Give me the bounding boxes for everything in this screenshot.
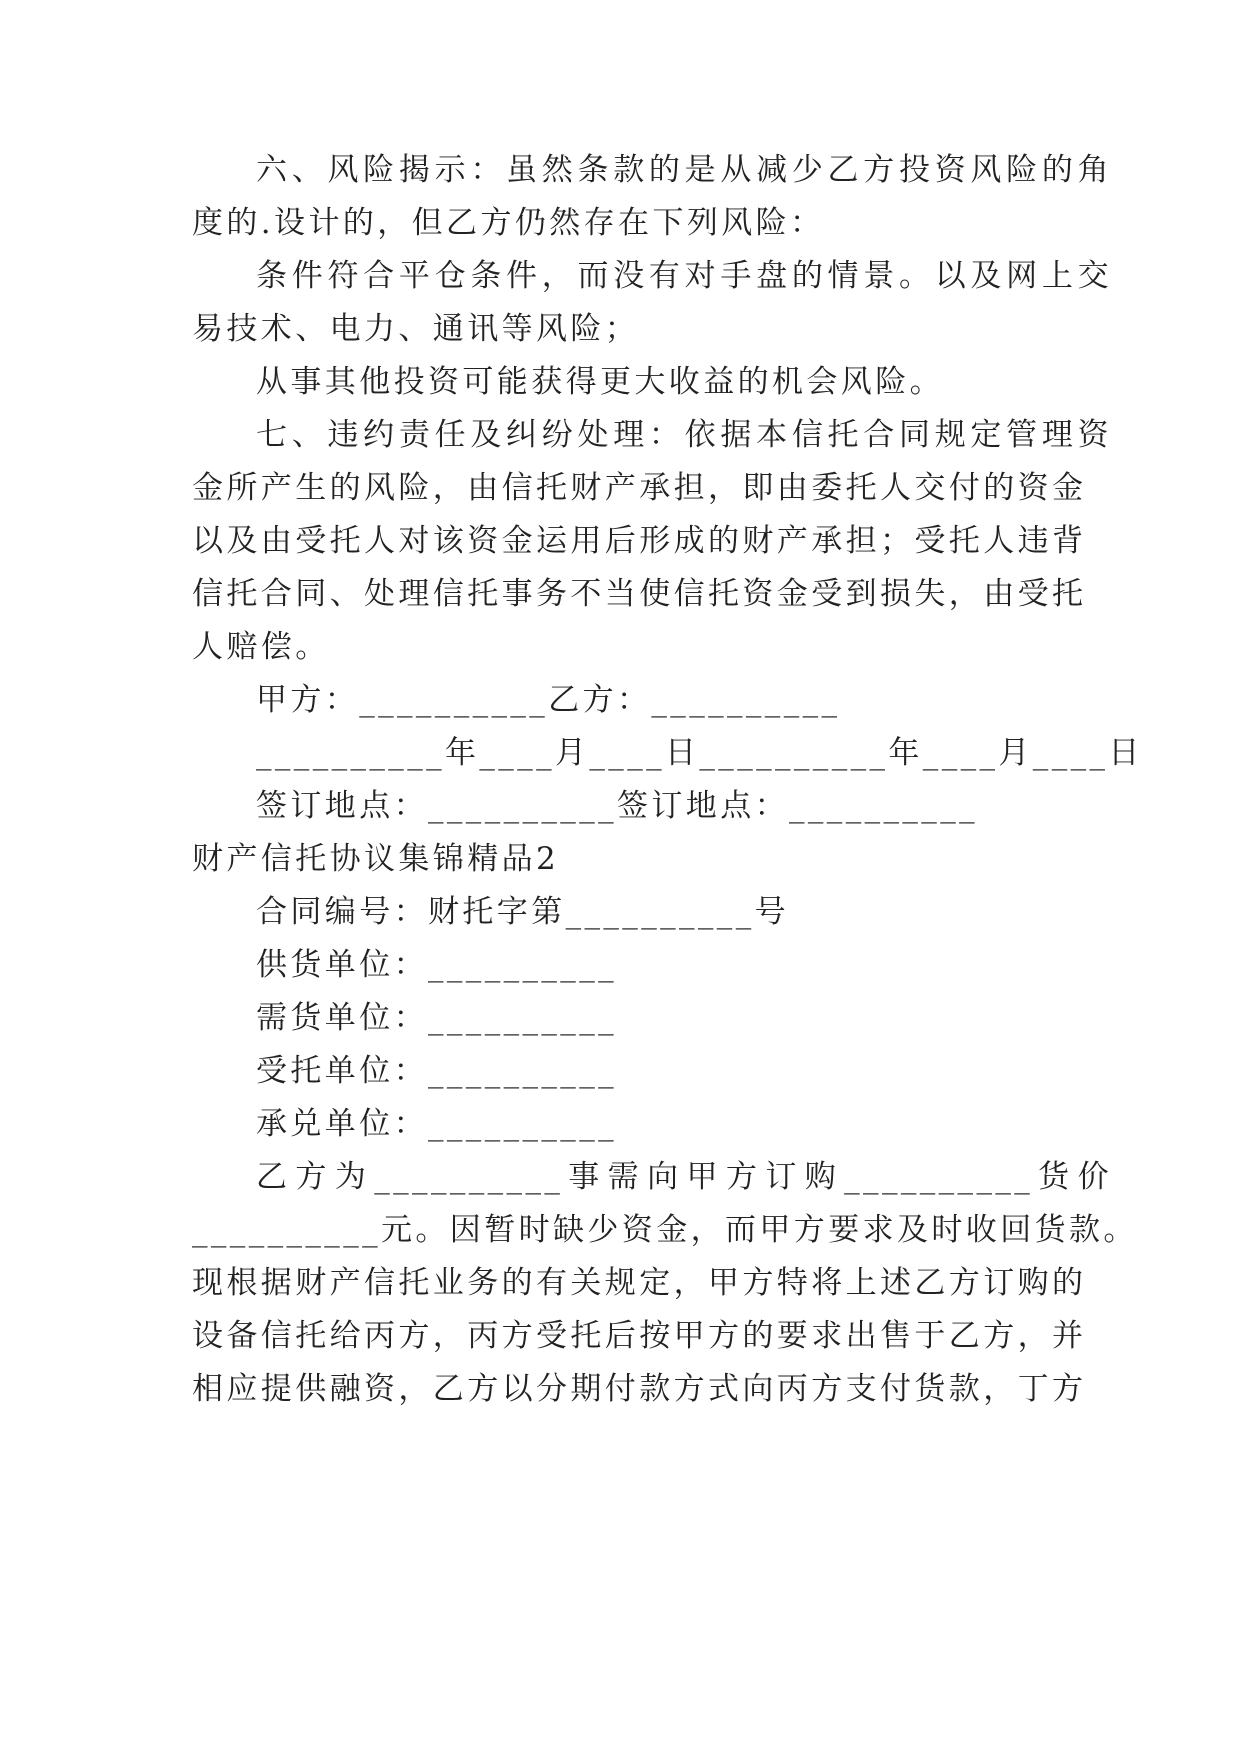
- paragraph-line: 设备信托给丙方，丙方受托后按甲方的要求出售于乙方，并: [192, 1318, 1087, 1354]
- buyer-line: 需货单位：__________: [256, 1000, 617, 1036]
- paragraph-line: 六、风险揭示：虽然条款的是从减少乙方投资风险的角: [256, 152, 1112, 188]
- paragraph-line: 乙方为__________事需向甲方订购__________货价: [256, 1159, 1112, 1195]
- paragraph-line: 易技术、电力、通讯等风险；: [192, 311, 640, 347]
- trustee-line: 受托单位：__________: [256, 1053, 617, 1089]
- paragraph-line: 人赔偿。: [192, 629, 330, 665]
- paragraph-line: 金所产生的风险，由信托财产承担，即由委托人交付的资金: [192, 470, 1087, 506]
- signature-place-line: 签订地点：__________签订地点：__________: [256, 788, 978, 824]
- section-title: 财产信托协议集锦精品2: [192, 841, 560, 877]
- paragraph-line: 度的.设计的，但乙方仍然存在下列风险：: [192, 205, 825, 241]
- paragraph-line: 现根据财产信托业务的有关规定，甲方特将上述乙方订购的: [192, 1265, 1087, 1301]
- paragraph-line: 从事其他投资可能获得更大收益的机会风险。: [256, 364, 944, 400]
- acceptor-line: 承兑单位：__________: [256, 1106, 617, 1142]
- paragraph-line: 七、违约责任及纠纷处理：依据本信托合同规定管理资: [256, 417, 1112, 453]
- paragraph-line: 以及由受托人对该资金运用后形成的财产承担；受托人违背: [192, 523, 1087, 559]
- contract-number-line: 合同编号：财托字第__________号: [256, 894, 789, 930]
- signature-date-line: __________年____月____日__________年____月____日: [256, 735, 1143, 771]
- paragraph-line: __________元。因暂时缺少资金，而甲方要求及时收回货款。: [192, 1212, 1138, 1248]
- paragraph-line: 信托合同、处理信托事务不当使信托资金受到损失，由受托: [192, 576, 1087, 612]
- paragraph-line: 条件符合平仓条件，而没有对手盘的情景。以及网上交: [256, 258, 1112, 294]
- supplier-line: 供货单位：__________: [256, 947, 617, 983]
- signature-party-line: 甲方：__________乙方：__________: [256, 682, 841, 718]
- paragraph-line: 相应提供融资，乙方以分期付款方式向丙方支付货款，丁方: [192, 1371, 1087, 1407]
